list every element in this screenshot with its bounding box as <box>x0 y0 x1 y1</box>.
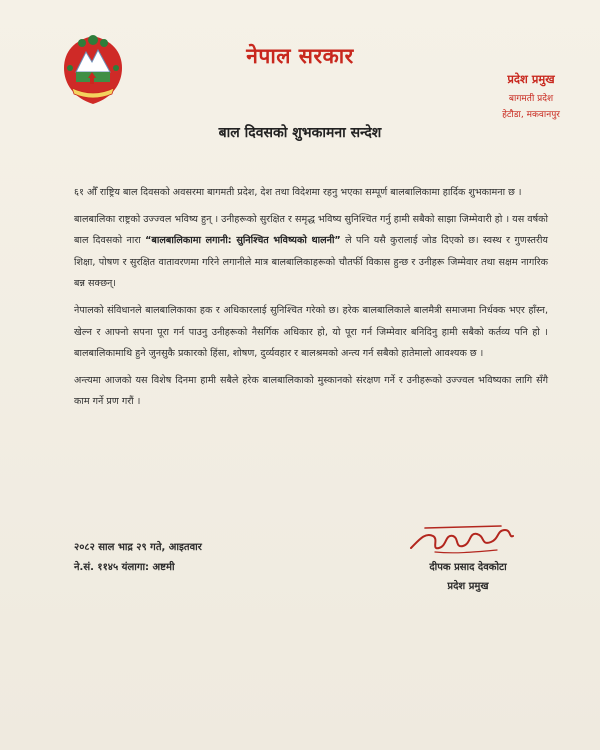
letter-body <box>74 182 548 418</box>
paragraph-2-text-a: बालबालिका राष्ट्रको उज्ज्वल भविष्य हुन् । उनीहरूको सुरक्षित र समृद्ध भविष्य सुनिश्चित गर्नु हामी सबैको साझा जिम्मेवारी हो । यस वर्षको बाल दिवसको नारा <box>74 213 548 247</box>
slogan-text: “बालबालिकामा लगानी: सुनिश्चित भविष्यको थालनी” <box>145 235 341 247</box>
signer-block <box>398 558 538 596</box>
signature-icon <box>405 518 517 558</box>
date-line: २०८२ साल भाद्र २९ गते, आइतवार <box>74 542 202 553</box>
date-block <box>74 538 202 578</box>
paragraph-2-text-b: ले पनि यसै कुरालाई जोड दिएको छ। स्वस्थ र गुणस्तरीय शिक्षा, पोषण र सुरक्षित वातावरणमा गरिने लगानीले मात्र बालबालिकाहरूको चौतर्फी विकास हुन्छ र उनीहरू जिम्मेवार तथा सक्षम नागरिक बन्न सक्छन्। <box>74 235 548 290</box>
paragraph-3: नेपालको संविधानले बालबालिकाका हक र अधिकारलाई सुनिश्चित गरेको छ। हरेक बालबालिकाले बालमैत्री समाजमा निर्धक्क भएर हाँस्न, खेल्न र आफ्नो सपना पूरा गर्न पाउनु उनीहरूको नैसर्गिक अधिकार हो, यो पूरा गर्न जिम्मेवार बनिदिनु हामी सबैको कर्तव्य पनि हो । बालबालिकामाथि हुने जुनसुकै प्रकारको हिंसा, शोषण, दुर्व्यवहार र बालश्रमको अन्त्य गर्न सबैको हातेमालो आवश्यक छ । <box>74 304 548 360</box>
signer-title: प्रदेश प्रमुख <box>447 581 489 592</box>
paragraph-2 <box>74 209 548 295</box>
letter-subject: बाल दिवसको शुभकामना सन्देश <box>218 125 382 141</box>
government-title: नेपाल सरकार <box>246 44 354 68</box>
nepal-sambat-line: ने.सं. ११४५ यंलागा: अष्टमी <box>74 562 175 573</box>
office-title: प्रदेश प्रमुख <box>507 72 555 86</box>
office-address: हेटौडा, मकवानपुर <box>502 110 560 120</box>
paragraph-1: ६१ औँ राष्ट्रिय बाल दिवसको अवसरमा बागमती प्रदेश, देश तथा विदेशमा रहनु भएका सम्पूर्ण बालबालिकामा हार्दिक शुभकामना छ । <box>74 187 522 198</box>
paragraph-4: अन्त्यमा आजको यस विशेष दिनमा हामी सबैले हरेक बालबालिकाको मुस्कानको संरक्षण गर्ने र उनीहरूको उज्ज्वल भविष्यका लागि सँगै काम गर्ने प्रण गरौं । <box>74 374 548 408</box>
office-block <box>502 72 560 120</box>
office-province: बागमती प्रदेश <box>508 94 554 104</box>
signer-name: दीपक प्रसाद देवकोटा <box>429 562 507 573</box>
